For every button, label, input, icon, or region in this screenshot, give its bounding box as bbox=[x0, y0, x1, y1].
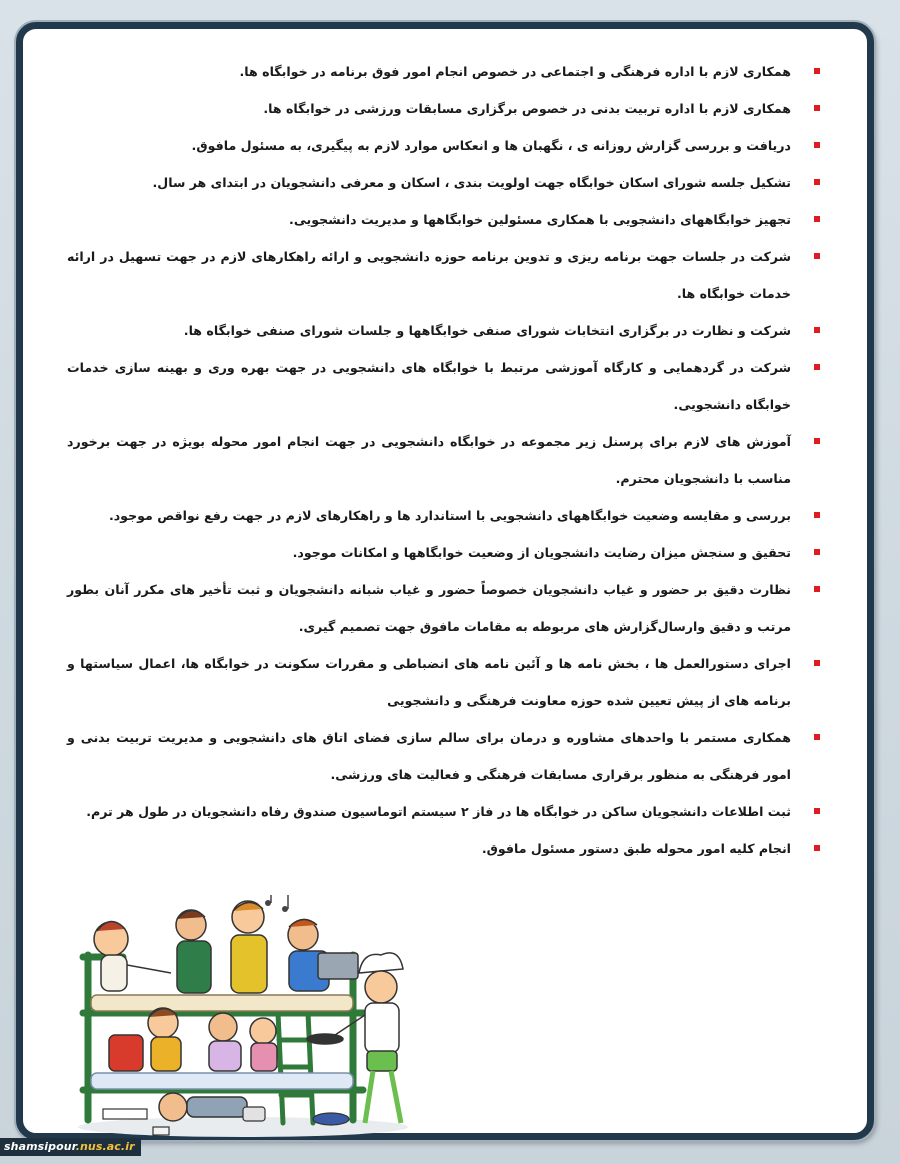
watermark-name: shamsipour bbox=[4, 1140, 76, 1153]
bullet-icon bbox=[814, 364, 820, 370]
duty-text: تشکیل جلسه شورای اسکان خوابگاه جهت اولویت بندی ، اسکان و معرفی دانشجویان در ابتدای هر سال. bbox=[152, 175, 791, 190]
duty-text: بررسی و مقایسه وضعیت خوابگاههای دانشجویی با استاندارد ها و راهکارهای لازم در جهت رفع نواقص موجود. bbox=[108, 508, 791, 523]
bullet-icon bbox=[814, 327, 820, 333]
list-item bbox=[67, 238, 829, 312]
list-item bbox=[67, 571, 829, 645]
page-frame bbox=[16, 22, 874, 1140]
list-item bbox=[67, 534, 829, 571]
duty-text: انجام کلیه امور محوله طبق دستور مسئول مافوق. bbox=[481, 841, 791, 856]
list-item bbox=[67, 90, 829, 127]
site-watermark bbox=[0, 1138, 141, 1156]
bullet-icon bbox=[814, 660, 820, 666]
bullet-icon bbox=[814, 253, 820, 259]
duties-content bbox=[67, 53, 829, 867]
list-item bbox=[67, 719, 829, 793]
bullet-icon bbox=[814, 142, 820, 148]
list-item bbox=[67, 793, 829, 830]
duty-text: همکاری لازم با اداره فرهنگی و اجتماعی در خصوص انجام امور فوق برنامه در خوابگاه ها. bbox=[239, 64, 791, 79]
duty-text: شرکت در گردهمایی و کارگاه آموزشی مرتبط با خوابگاه های دانشجویی در جهت بهره وری و بهینه سازی خدمات خوابگاه دانشجویی. bbox=[67, 360, 791, 412]
bullet-icon bbox=[814, 105, 820, 111]
duty-text: نظارت دقیق بر حضور و غیاب دانشجویان خصوصاً حضور و غیاب شبانه دانشجویان و ثبت تأخیر های مکرر آنان بطور مرتب و دقیق وارسال‌گزارش های مربوطه به مقامات مافوق جهت تصمیم گیری. bbox=[67, 582, 791, 634]
duty-text: دریافت و بررسی گزارش روزانه ی ، نگهبان ها و انعکاس موارد لازم به پیگیری، به مسئول مافوق. bbox=[191, 138, 791, 153]
bullet-icon bbox=[814, 216, 820, 222]
list-item bbox=[67, 127, 829, 164]
list-item bbox=[67, 349, 829, 423]
bullet-icon bbox=[814, 845, 820, 851]
list-item bbox=[67, 423, 829, 497]
bullet-icon bbox=[814, 438, 820, 444]
duty-text: آموزش های لازم برای پرسنل زیر مجموعه در خوابگاه دانشجویی در جهت انجام امور محوله بویژه در جهت برخورد مناسب با دانشجویان محترم. bbox=[67, 434, 791, 486]
duty-text: تجهیز خوابگاههای دانشجویی با همکاری مسئولین خوابگاهها و مدیریت دانشجویی. bbox=[289, 212, 791, 227]
bullet-icon bbox=[814, 68, 820, 74]
duty-text: همکاری مستمر با واحدهای مشاوره و درمان برای سالم سازی فضای اتاق های دانشجویی و مدیریت تربیت بدنی و امور فرهنگی به منظور برقراری مسابقات فرهنگی و فعالیت های ورزشی. bbox=[67, 730, 791, 782]
bullet-icon bbox=[814, 808, 820, 814]
list-item bbox=[67, 201, 829, 238]
duty-text: ثبت اطلاعات دانشجویان ساکن در خوابگاه ها در فاز ۲ سیستم اتوماسیون صندوق رفاه دانشجویان در طول هر ترم. bbox=[86, 804, 791, 819]
duty-text: همکاری لازم با اداره تربیت بدنی در خصوص برگزاری مسابقات ورزشی در خوابگاه ها. bbox=[263, 101, 791, 116]
duty-text: اجرای دستورالعمل ها ، بخش نامه ها و آئین نامه های انضباطی و مقررات سکونت در خوابگاه ها، اعمال سیاستها و برنامه های از پیش تعیین شده حوزه معاونت فرهنگی و دانشجویی bbox=[67, 656, 791, 708]
bullet-icon bbox=[814, 549, 820, 555]
duty-text: شرکت در جلسات جهت برنامه ریزی و تدوین برنامه حوزه دانشجویی و ارائه راهکارهای لازم در جهت تسهیل در ارائه خدمات خوابگاه ها. bbox=[67, 249, 791, 301]
bullet-icon bbox=[814, 586, 820, 592]
list-item bbox=[67, 53, 829, 90]
list-item bbox=[67, 164, 829, 201]
bullet-icon bbox=[814, 179, 820, 185]
students-bunk-bed-illustration bbox=[63, 895, 443, 1145]
duties-list bbox=[67, 53, 829, 867]
bullet-icon bbox=[814, 512, 820, 518]
duty-text: شرکت و نظارت در برگزاری انتخابات شورای صنفی خوابگاهها و جلسات شورای صنفی خوابگاه ها. bbox=[183, 323, 791, 338]
list-item bbox=[67, 497, 829, 534]
list-item bbox=[67, 312, 829, 349]
bullet-icon bbox=[814, 734, 820, 740]
watermark-domain: .nus.ac.ir bbox=[75, 1140, 135, 1153]
list-item bbox=[67, 645, 829, 719]
duty-text: تحقیق و سنجش میزان رضایت دانشجویان از وضعیت خوابگاهها و امکانات موجود. bbox=[292, 545, 791, 560]
list-item bbox=[67, 830, 829, 867]
